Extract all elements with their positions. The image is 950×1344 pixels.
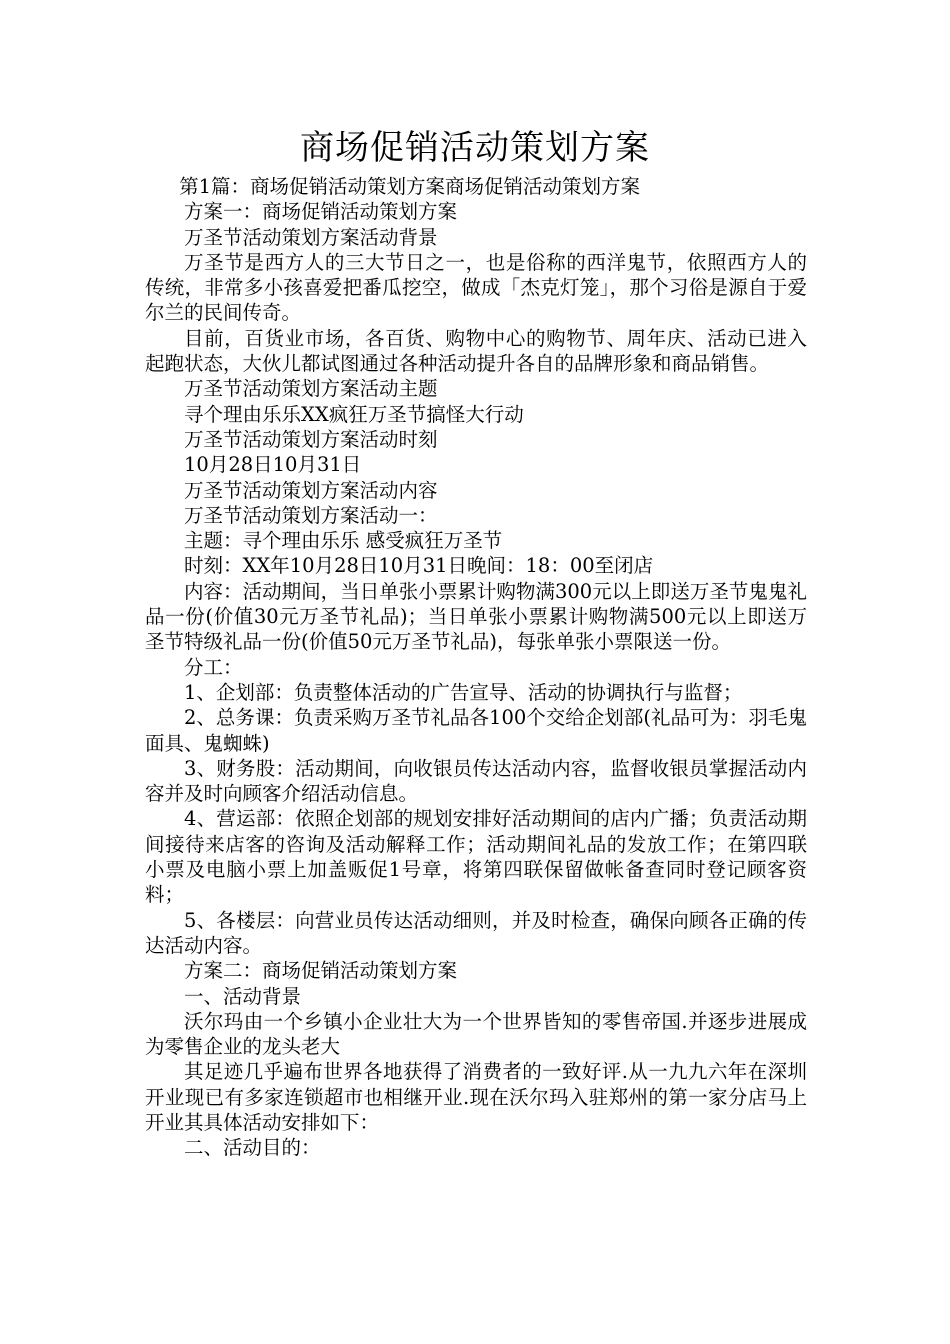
paragraph: 内容：活动期间，当日单张小票累计购物满300元以上即送万圣节鬼鬼礼品一份(价值30元万圣节礼品)；当日单张小票累计购物满500元以上即送万圣节特级礼品一份(价值50元万圣节礼品)，每张单张小票限送一份。 bbox=[145, 579, 807, 654]
paragraph: 一、活动背景 bbox=[184, 984, 302, 1008]
paragraph: 主题：寻个理由乐乐 感受疯狂万圣节 bbox=[184, 529, 503, 553]
paragraph: 1、企划部：负责整体活动的广告宣导、活动的协调执行与监督； bbox=[184, 680, 743, 704]
paragraph: 万圣节活动策划方案活动背景 bbox=[184, 225, 438, 249]
paragraph: 万圣节活动策划方案活动主题 bbox=[184, 377, 438, 401]
paragraph: 第1篇：商场促销活动策划方案商场促销活动策划方案 bbox=[179, 175, 641, 198]
document-body bbox=[145, 174, 807, 1161]
paragraph: 万圣节活动策划方案活动一： bbox=[184, 503, 438, 527]
paragraph: 寻个理由乐乐XX疯狂万圣节搞怪大行动 bbox=[184, 402, 524, 426]
document-title: 商场促销活动策划方案 bbox=[300, 128, 650, 168]
paragraph: 沃尔玛由一个乡镇小企业壮大为一个世界皆知的零售帝国.并逐步进展成为零售企业的龙头老大 bbox=[145, 1009, 807, 1059]
paragraph: 二、活动目的： bbox=[184, 1136, 321, 1160]
paragraph: 分工： bbox=[184, 655, 243, 679]
paragraph: 目前，百货业市场，各百货、购物中心的购物节、周年庆、活动已进入起跑状态，大伙儿都试图通过各种活动提升各自的品牌形象和商品销售。 bbox=[145, 326, 807, 376]
paragraph: 万圣节活动策划方案活动时刻 bbox=[184, 427, 438, 451]
paragraph: 方案一：商场促销活动策划方案 bbox=[184, 200, 458, 224]
paragraph: 时刻：XX年10月28日10月31日晚间：18：00至闭店 bbox=[184, 554, 654, 578]
paragraph: 其足迹几乎遍布世界各地获得了消费者的一致好评.从一九九六年在深圳开业现已有多家连锁超市也相继开业.现在沃尔玛入驻郑州的第一家分店马上开业其具体活动安排如下： bbox=[145, 1060, 807, 1134]
paragraph: 10月28日10月31日 bbox=[184, 453, 362, 477]
paragraph: 3、财务股：活动期间，向收银员传达活动内容，监督收银员掌握活动内容并及时向顾客介绍活动信息。 bbox=[145, 756, 807, 806]
paragraph: 万圣节活动策划方案活动内容 bbox=[184, 478, 438, 502]
paragraph: 5、各楼层：向营业员传达活动细则，并及时检查，确保向顾各正确的传达活动内容。 bbox=[145, 908, 807, 957]
paragraph: 4、营运部：依照企划部的规划安排好活动期间的店内广播；负责活动期间接待来店客的咨询及活动解释工作；活动期间礼品的发放工作；在第四联小票及电脑小票上加盖贩促1号章，将第四联保留做帐备查同时登记顾客资料； bbox=[145, 807, 807, 907]
paragraph: 方案二：商场促销活动策划方案 bbox=[184, 959, 458, 983]
paragraph: 2、总务课：负责采购万圣节礼品各100个交给企划部(礼品可为：羽毛鬼面具、鬼蜘蛛) bbox=[145, 706, 807, 755]
paragraph: 万圣节是西方人的三大节日之一，也是俗称的西洋鬼节，依照西方人的传统，非常多小孩喜爱把番瓜挖空，做成「杰克灯笼」，那个习俗是源自于爱尔兰的民间传奇。 bbox=[145, 250, 807, 325]
